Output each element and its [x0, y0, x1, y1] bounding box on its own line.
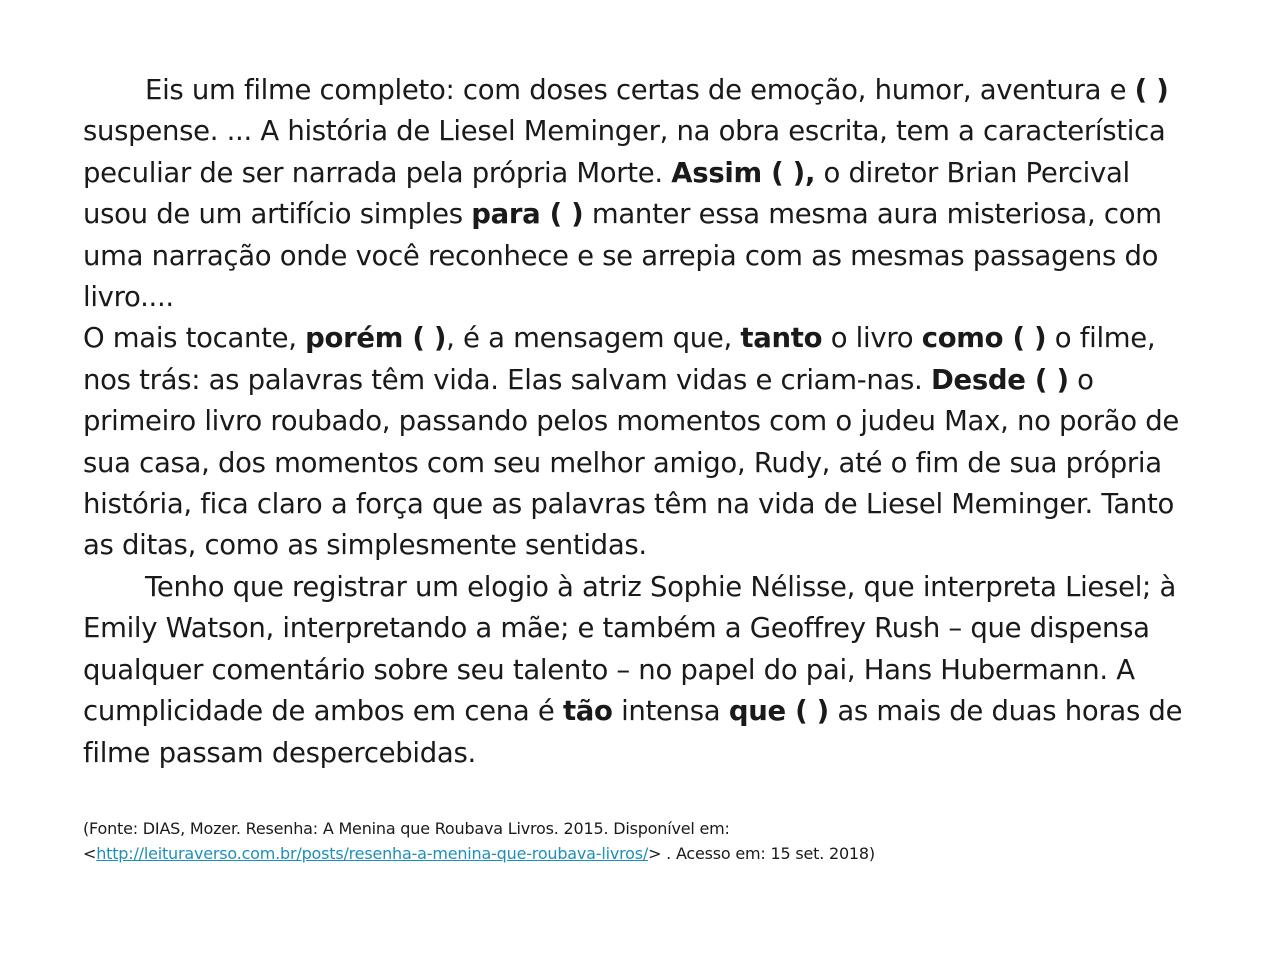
document-page: [83, 70, 1195, 866]
text-run: Eis um filme completo: com doses certas de emoção, humor, aventura e: [145, 74, 1135, 106]
text-run: intensa: [612, 695, 729, 728]
connective-blank: tão: [562, 695, 613, 728]
paragraph-2: [83, 318, 1195, 566]
text-run: manter essa mesma aura misteriosa, com uma narração onde você reconhece e se arrepia com as mesmas passagens do livro....: [83, 198, 1162, 314]
review-text: [83, 70, 1195, 774]
text-run: Tenho que registrar um elogio à atriz Sophie Nélisse, que interpreta Liesel; à Emily Watson, interpretando a mãe; e também a Geoffrey Rush – que dispensa qualquer comentário sobre seu talento – no papel do pai, Hans Hubermann. A cumplicidade de ambos em cena é: [83, 570, 1177, 728]
text-run: o livro: [822, 322, 922, 355]
text-run: O mais tocante,: [83, 322, 306, 355]
text-run: o primeiro livro roubado, passando pelos momentos com o judeu Max, no porão de sua casa, dos momentos com seu melhor amigo, Rudy, até o fim de sua própria história, fica claro a força que as palavras têm na vida de Liesel Meminger. Tanto as ditas, como as simplesmente sentidas.: [83, 363, 1180, 562]
text-run: o filme, nos trás: as palavras têm vida. Elas salvam vidas e criam-nas.: [83, 322, 1156, 396]
connective-blank: como ( ): [921, 322, 1047, 355]
citation-url-line: [83, 841, 1195, 866]
text-run: , é a mensagem que,: [446, 322, 741, 355]
text-run: o diretor Brian Percival usou de um artifício simples: [83, 156, 1130, 231]
connective-blank: para ( ): [471, 198, 584, 231]
access-date: . Acesso em: 15 set. 2018): [661, 843, 875, 863]
angle-close: >: [648, 843, 662, 863]
text-run: suspense. ... A história de Liesel Meminger, na obra escrita, tem a característica peculiar de ser narrada pela própria Morte.: [83, 115, 1166, 189]
text-run: as mais de duas horas de filme passam despercebidas.: [83, 695, 1183, 769]
connective-blank: ( ): [1134, 74, 1169, 106]
paragraph-3: [83, 567, 1195, 774]
connective-blank: Desde ( ): [930, 363, 1069, 396]
source-link[interactable]: http://leituraverso.com.br/posts/resenha-a-menina-que-roubava-livros/: [96, 843, 649, 863]
paragraph-1: [83, 70, 1195, 318]
source-citation: [83, 816, 1195, 866]
connective-blank: porém ( ): [305, 322, 447, 355]
connective-blank: Assim ( ),: [671, 156, 816, 189]
connective-blank: tanto: [740, 322, 823, 355]
citation-line: (Fonte: DIAS, Mozer. Resenha: A Menina que Roubava Livros. 2015. Disponível em:: [83, 818, 730, 838]
connective-blank: que ( ): [728, 695, 829, 728]
angle-open: <: [83, 843, 97, 863]
